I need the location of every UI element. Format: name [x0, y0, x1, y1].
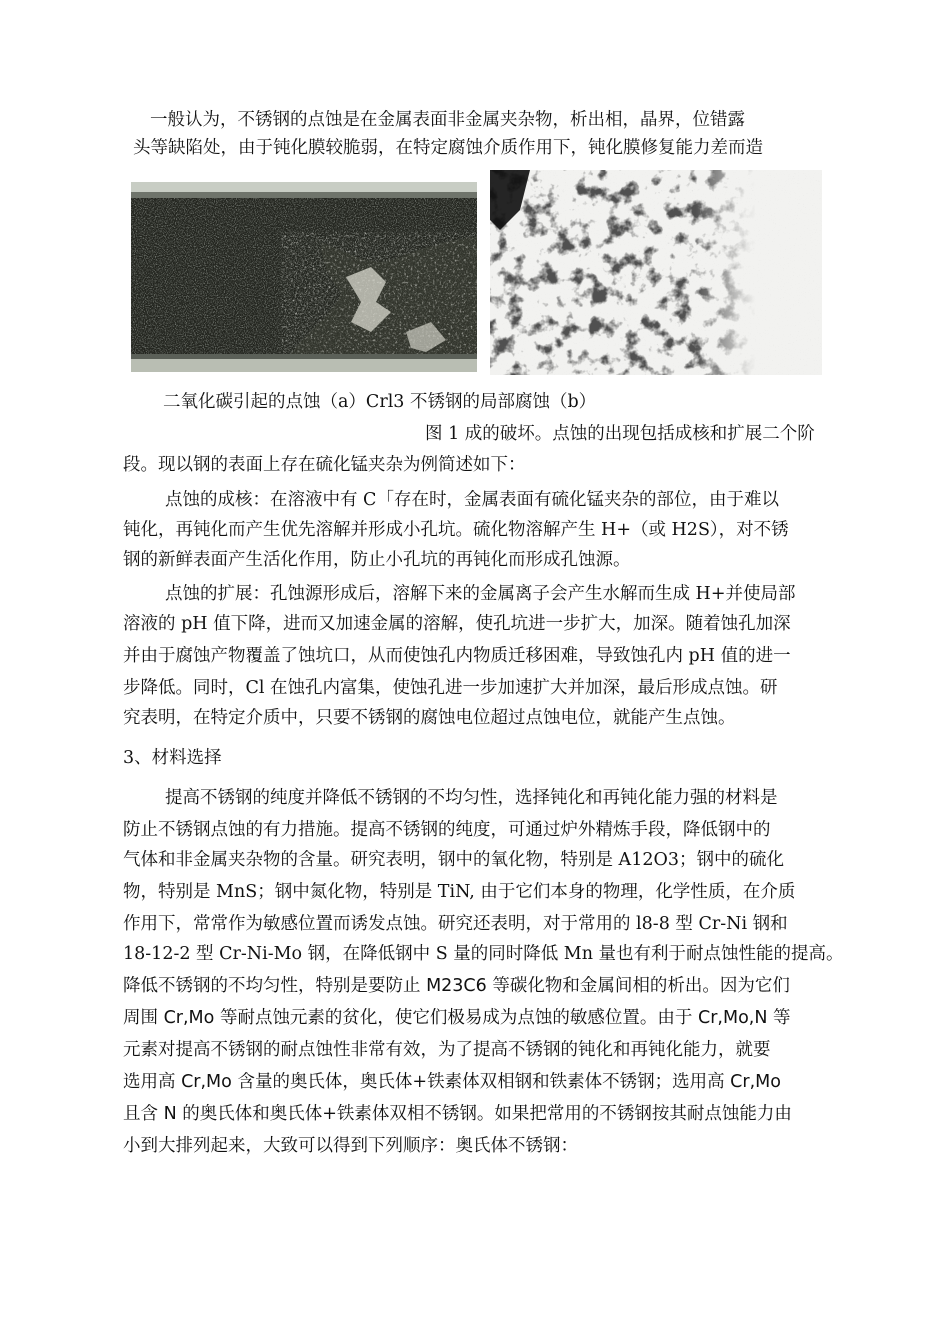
para4-line-9: 元素对提高不锈钢的耐点蚀性非常有效，为了提高不锈钢的钝化和再钝化能力，就要 — [123, 1040, 771, 1060]
para3-line-3: 并由于腐蚀产物覆盖了蚀坑口，从而使蚀孔内物质迁移困难，导致蚀孔内 pH 值的进一 — [123, 646, 791, 666]
para4-line-11b: N — [163, 1104, 177, 1124]
para3-line-1: 点蚀的扩展：孔蚀源形成后，溶解下来的金属离子会产生水解而生成 H+并使局部 — [165, 584, 796, 604]
para4-line-11 — [123, 1102, 792, 1126]
para4-line-8d: Cr,Mo,N — [698, 1008, 768, 1028]
para4-line-2: 防止不锈钢点蚀的有力措施。提高不锈钢的纯度，可通过炉外精炼手段，降低钢中的 — [123, 820, 771, 840]
para4-line-6: 18-12-2 型 Cr-Ni-Mo 钢，在降低钢中 S 量的同时降低 Mn 量也有利于耐点蚀性能的提高。 — [123, 944, 844, 964]
para3-line-4: 步降低。同时，Cl 在蚀孔内富集，使蚀孔进一步加速扩大并加深，最后形成点蚀。研 — [123, 678, 778, 698]
para4-line-10 — [123, 1070, 781, 1094]
para4-line-7 — [123, 974, 790, 998]
pitting-photo-b — [490, 170, 822, 375]
para4-line-10d: Cr,Mo — [730, 1072, 781, 1092]
para4-line-7c: 等碳化物和金属间相的析出。因为它们 — [486, 976, 790, 996]
para4-line-12: 小到大排列起来，大致可以得到下列顺序：奥氏体不锈钢： — [123, 1136, 578, 1156]
figure-caption: 二氧化碳引起的点蚀（a）Crl3 不锈钢的局部腐蚀（b） — [163, 392, 597, 412]
para4-line-10b: Cr,Mo — [181, 1072, 232, 1092]
para4-line-10c: 含量的奥氏体，奥氏体+铁素体双相钢和铁素体不锈钢；选用高 — [231, 1072, 731, 1092]
para3-line-2: 溶液的 pH 值下降，进而又加速金属的溶解，使孔坑进一步扩大，加深。随着蚀孔加深 — [123, 614, 791, 634]
corrosion-photo-a — [131, 182, 477, 372]
para4-line-11c: 的奥氏体和奥氏体+铁素体双相不锈钢。如果把常用的不锈钢按其耐点蚀能力由 — [176, 1104, 792, 1124]
intro-line-2: 头等缺陷处，由于钝化膜较脆弱，在特定腐蚀介质作用下，钝化膜修复能力差而造 — [133, 138, 763, 158]
para4-line-8e: 等 — [767, 1008, 791, 1028]
corrosion-photo-a-graphic — [131, 182, 477, 372]
para4-line-1: 提高不锈钢的纯度并降低不锈钢的不均匀性，选择钝化和再钝化能力强的材料是 — [165, 788, 778, 808]
para4-line-4: 物，特别是 MnS；钢中氮化物，特别是 TiN, 由于它们本身的物理，化学性质，在介质 — [123, 882, 796, 902]
para4-line-8 — [123, 1006, 791, 1030]
pitting-photo-b-graphic — [490, 170, 822, 375]
para4-line-8a: 周围 — [123, 1008, 164, 1028]
para4-line-8c: 等耐点蚀元素的贫化，使它们极易成为点蚀的敏感位置。由于 — [214, 1008, 698, 1028]
para2-line-3: 钢的新鲜表面产生活化作用，防止小孔坑的再钝化而形成孔蚀源。 — [123, 550, 631, 570]
section-heading: 3、材料选择 — [123, 748, 222, 768]
para2-line-2: 钝化，再钝化而产生优先溶解并形成小孔坑。硫化物溶解产生 H+（或 H2S），对不锈 — [123, 520, 789, 540]
para4-line-10a: 选用高 — [123, 1072, 182, 1092]
para2-line-1: 点蚀的成核：在溶液中有 C「存在时，金属表面有硫化锰夹杂的部位，由于难以 — [165, 490, 779, 510]
para4-line-7b: M23C6 — [426, 976, 487, 996]
intro-line-1: 一般认为，不锈钢的点蚀是在金属表面非金属夹杂物，析出相，晶界，位错露 — [150, 110, 745, 130]
para4-line-3: 气体和非金属夹杂物的含量。研究表明，钢中的氧化物，特别是 A12O3；钢中的硫化 — [123, 850, 784, 870]
para3-line-5: 究表明，在特定介质中，只要不锈钢的腐蚀电位超过点蚀电位，就能产生点蚀。 — [123, 708, 736, 728]
para4-line-11a: 且含 — [123, 1104, 164, 1124]
para4-line-5: 作用下，常常作为敏感位置而诱发点蚀。研究还表明，对于常用的 l8-8 型 Cr-Ni 钢和 — [123, 914, 788, 934]
para1-line-2: 段。现以钢的表面上存在硫化锰夹杂为例简述如下： — [123, 455, 526, 475]
para1-line-1: 图 1 成的破坏。点蚀的出现包括成核和扩展二个阶 — [425, 424, 815, 444]
para4-line-7a: 降低不锈钢的不均匀性，特别是要防止 — [123, 976, 427, 996]
para4-line-8b: Cr,Mo — [163, 1008, 215, 1028]
